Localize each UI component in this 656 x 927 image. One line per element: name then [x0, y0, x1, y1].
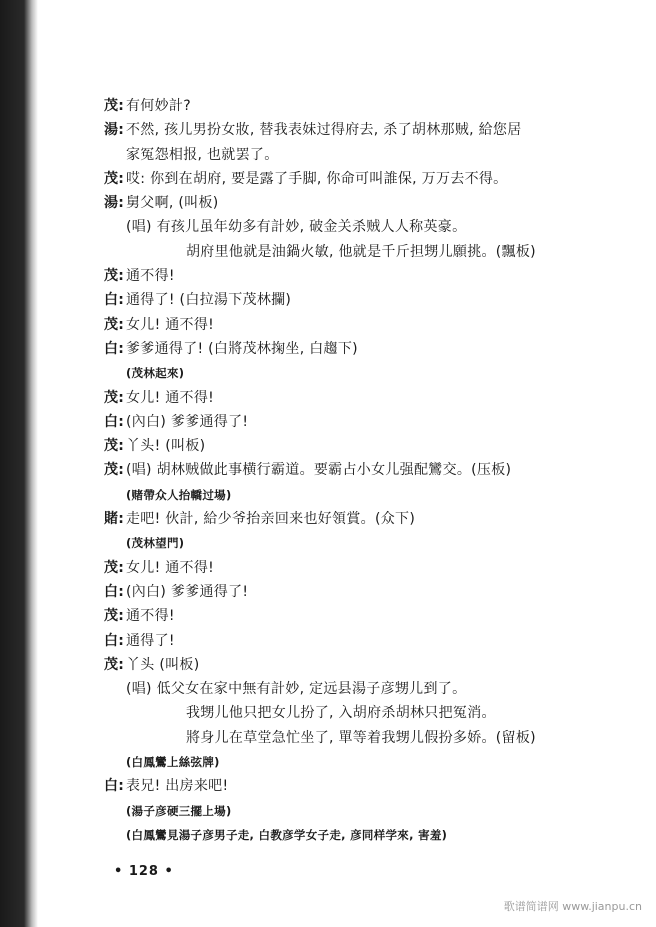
line-text: 女儿! 通不得! [126, 559, 215, 576]
script-page [104, 94, 604, 847]
script-line [104, 118, 604, 142]
line-text: 舅父啊, (叫板) [126, 195, 219, 212]
line-text: 通得了! [126, 632, 175, 649]
script-line [104, 337, 604, 361]
stage-direction [104, 483, 604, 507]
speaker: 茂: [104, 170, 125, 187]
speaker: 茂: [104, 559, 125, 576]
line-text: (茂林起來) [126, 366, 185, 381]
line-text: 家冤怨相报, 也就罢了。 [126, 146, 279, 163]
page-number: • 128 • [114, 864, 174, 879]
speaker: 茂: [104, 656, 125, 673]
line-text: 女儿! 通不得! [126, 389, 215, 406]
stage-direction [104, 823, 604, 847]
line-text: (內白) 爹爹通得了! [126, 413, 249, 430]
line-text: (唱) 低父女在家中無有計妙, 定远县湯子彦甥儿到了。 [126, 681, 467, 698]
speaker: 茂: [104, 462, 125, 479]
script-line [104, 313, 604, 337]
line-text: (唱) 有孩儿虽年幼多有計妙, 破金关杀贼人人称英豪。 [126, 219, 467, 236]
line-text: 有何妙計? [126, 98, 191, 114]
script-line [104, 556, 604, 580]
speaker: 茂: [104, 389, 125, 406]
script-line [104, 288, 604, 312]
speaker: 白: [104, 292, 125, 309]
script-line [104, 604, 604, 628]
line-text: (內白) 爹爹通得了! [126, 583, 249, 600]
line-text: 將身儿在草堂急忙坐了, 單等着我甥儿假扮多娇。(留板) [186, 729, 536, 746]
speaker: 茂: [104, 268, 125, 285]
line-text: 胡府里他就是油鍋火敏, 他就是千斤担甥儿願挑。(飄板) [186, 243, 536, 260]
script-line [104, 240, 604, 264]
line-text: 我甥儿他只把女儿扮了, 入胡府杀胡林只把冤消。 [186, 705, 496, 722]
script-line [104, 94, 604, 118]
line-text: 哎: 你到在胡府, 要是露了手脚, 你命可叫誰保, 万万去不得。 [126, 170, 508, 187]
line-text: 爹爹通得了! (白將茂林掬坐, 白趨下) [126, 340, 358, 357]
line-text: 通不得! [126, 268, 175, 285]
line-text: 通得了! (白拉湯下茂林攔) [126, 292, 292, 309]
script-line [104, 434, 604, 458]
script-line [104, 410, 604, 434]
speaker: 白: [104, 632, 125, 649]
speaker: 茂: [104, 608, 125, 625]
script-line [104, 167, 604, 191]
line-text: (唱) 胡林贼做此事横行霸道。要霸占小女儿强配鸞交。(压板) [126, 462, 512, 479]
line-text: (白鳳鸞上絲弦牌) [126, 755, 220, 770]
script-line [104, 726, 604, 750]
script-line [104, 774, 604, 798]
line-text: (湯子彦硬三擺上場) [126, 803, 232, 818]
script-line [104, 386, 604, 410]
script-line [104, 580, 604, 604]
scan-left-edge [0, 0, 38, 927]
script-line [104, 143, 604, 167]
speaker: 賭: [104, 511, 125, 528]
line-text: (茂林望門) [126, 536, 185, 551]
stage-direction [104, 531, 604, 555]
stage-direction [104, 750, 604, 774]
script-line [104, 629, 604, 653]
line-text: 丫头! (叫板) [126, 438, 206, 455]
script-line [104, 701, 604, 725]
script-line [104, 653, 604, 677]
speaker: 湯: [104, 195, 125, 212]
speaker: 茂: [104, 98, 125, 114]
line-text: 表兄! 出房来吧! [126, 778, 229, 795]
script-line [104, 191, 604, 215]
speaker: 湯: [104, 122, 125, 139]
stage-direction [104, 799, 604, 823]
speaker: 白: [104, 340, 125, 357]
speaker: 白: [104, 778, 125, 795]
line-text: 丫头 (叫板) [126, 656, 200, 673]
script-line [104, 264, 604, 288]
script-line [104, 507, 604, 531]
script-line [104, 677, 604, 701]
line-text: (赌帶众人抬轎过場) [126, 487, 232, 502]
speaker: 白: [104, 583, 125, 600]
script-line [104, 458, 604, 482]
line-text: 走吧! 伙計, 給少爷抬亲回来也好領賞。(众下) [126, 511, 416, 528]
speaker: 白: [104, 413, 125, 430]
speaker: 茂: [104, 438, 125, 455]
line-text: (白鳳鸞見湯子彦男子走, 白教彦学女子走, 彦同样学來, 害羞) [126, 827, 448, 842]
line-text: 女儿! 通不得! [126, 316, 215, 333]
stage-direction [104, 361, 604, 385]
line-text: 不然, 孩儿男扮女妝, 替我表妹过得府去, 杀了胡林那贼, 給您居 [126, 122, 522, 139]
speaker: 茂: [104, 316, 125, 333]
script-line [104, 215, 604, 239]
line-text: 通不得! [126, 608, 175, 625]
watermark: 歌谱简谱网 www.jianpu.cn [503, 900, 642, 913]
